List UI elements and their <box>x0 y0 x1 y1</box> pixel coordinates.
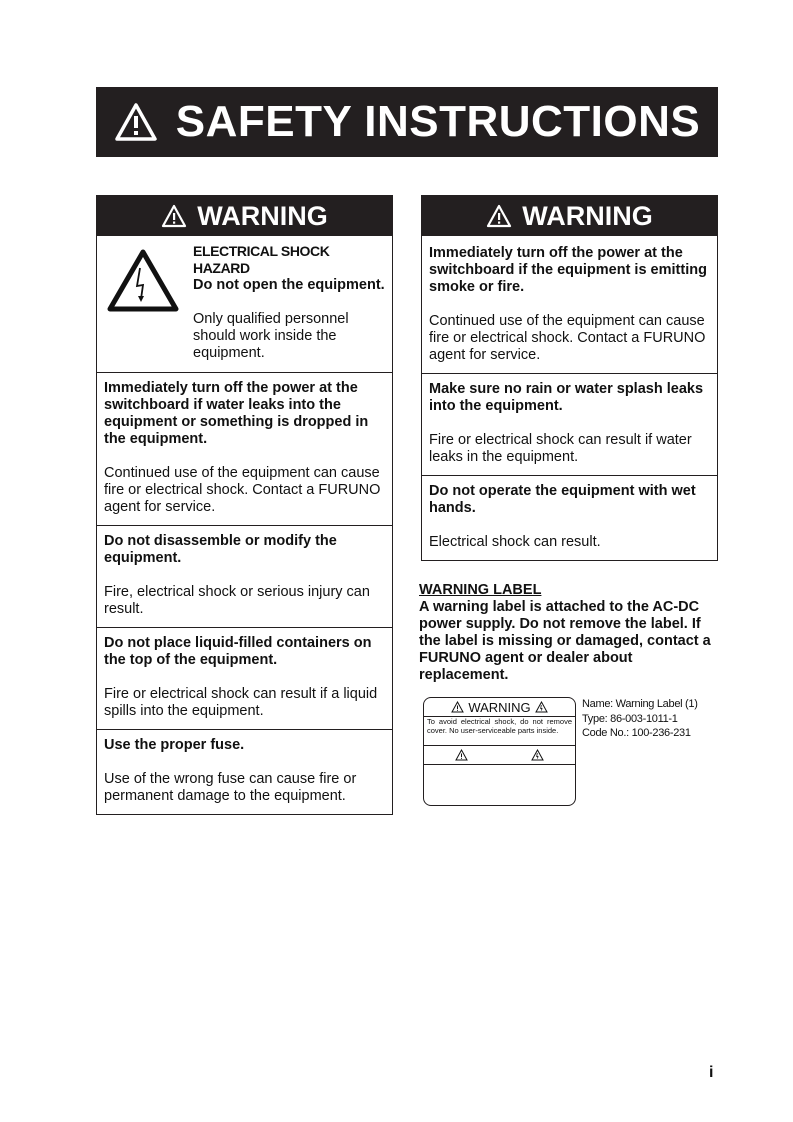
warning-section-body: Electrical shock can result. <box>429 534 601 550</box>
warning-label-illustration <box>423 697 576 806</box>
label-card-header <box>424 698 575 717</box>
right-warning-box <box>421 195 718 561</box>
right-warning-heading <box>422 196 717 236</box>
warning-section <box>422 475 717 560</box>
left-warning-box <box>96 195 393 815</box>
warning-triangle-icon <box>486 204 512 228</box>
label-name: Name: Warning Label (1) <box>582 698 698 710</box>
warning-section-title: Do not disassemble or modify the equipment. <box>104 533 337 566</box>
electrical-shock-icon <box>107 248 179 312</box>
warning-section-title: Make sure no rain or water splash leaks into the equipment. <box>429 381 704 414</box>
warning-section <box>97 525 392 627</box>
shock-body: Only qualified personnel should work inside the equipment. <box>193 311 349 361</box>
shock-instruction: Do not open the equipment. <box>193 277 385 293</box>
label-card-title: WARNING <box>468 699 531 715</box>
label-info <box>582 697 698 741</box>
shock-hazard-title: ELECTRICAL SHOCK HAZARD <box>193 243 330 276</box>
warning-label-description: A warning label is attached to the AC-DC power supply. Do not remove the label. If the label is missing or damaged, contact a FURUNO agent or dealer about replacement. <box>419 599 711 683</box>
warning-label-block <box>419 582 724 684</box>
warning-section-title: Do not place liquid-filled containers on the top of the equipment. <box>104 635 372 668</box>
warning-section-title: Do not operate the equipment with wet hands. <box>429 483 696 516</box>
label-card-icons <box>424 746 575 765</box>
electrical-shock-icon <box>535 701 548 713</box>
warning-section-body: Fire or electrical shock can result if water leaks in the equipment. <box>429 432 692 465</box>
warning-section-title: Immediately turn off the power at the switchboard if the equipment is emitting smoke or fire. <box>429 245 707 295</box>
electrical-shock-section <box>97 236 392 372</box>
warning-label-heading: WARNING LABEL <box>419 582 542 598</box>
label-card-text: To avoid electrical shock, do not remove cover. No user-serviceable parts inside. <box>424 717 575 746</box>
warning-triangle-icon <box>114 102 158 142</box>
left-warning-heading-text: WARNING <box>197 200 328 231</box>
warning-section <box>422 236 717 373</box>
warning-triangle-icon <box>455 749 468 761</box>
label-type: Type: 86-003-1011-1 <box>582 712 678 725</box>
left-warning-heading <box>97 196 392 236</box>
warning-section-body: Continued use of the equipment can cause fire or electrical shock. Contact a FURUNO agent for service. <box>104 465 381 515</box>
warning-section-title: Use the proper fuse. <box>104 737 245 753</box>
electrical-shock-icon <box>531 749 544 761</box>
warning-section-body: Continued use of the equipment can cause fire or electrical shock. Contact a FURUNO agent for service. <box>429 313 706 363</box>
warning-section-body: Use of the wrong fuse can cause fire or permanent damage to the equipment. <box>104 771 357 804</box>
warning-section <box>97 372 392 525</box>
right-warning-heading-text: WARNING <box>522 200 653 231</box>
label-code: Code No.: 100-236-231 <box>582 727 691 739</box>
warning-section <box>97 729 392 814</box>
page-number: i <box>709 1064 714 1081</box>
warning-triangle-icon <box>161 204 187 228</box>
page-title: SAFETY INSTRUCTIONS <box>175 97 701 146</box>
page-title-banner <box>96 87 718 157</box>
warning-section <box>97 627 392 729</box>
warning-section <box>422 373 717 475</box>
warning-section-body: Fire or electrical shock can result if a liquid spills into the equipment. <box>104 686 378 719</box>
warning-triangle-icon <box>451 701 464 713</box>
warning-section-title: Immediately turn off the power at the switchboard if water leaks into the equipment or something is dropped in the equipment. <box>104 380 369 447</box>
warning-section-body: Fire, electrical shock or serious injury can result. <box>104 584 370 617</box>
